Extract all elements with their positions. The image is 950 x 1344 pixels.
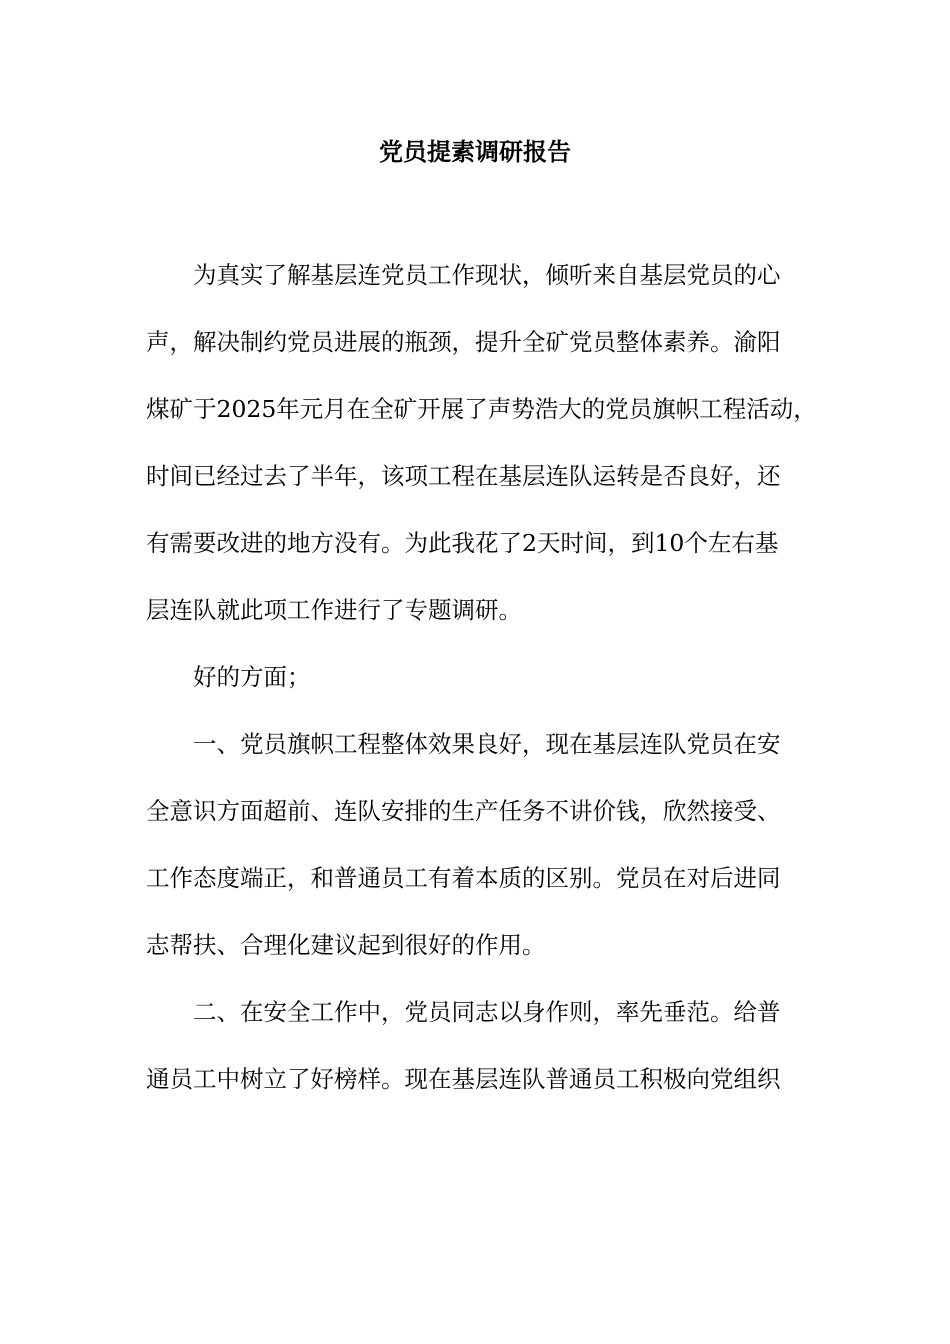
paragraph-line: 时间已经过去了半年，该项工程在基层连队运转是否良好，还 — [146, 462, 781, 490]
paragraph-line: 志帮扶、合理化建议起到很好的作用。 — [146, 931, 546, 959]
paragraph-line: 工作态度端正，和普通员工有着本质的区别。党员在对后进同 — [146, 864, 781, 892]
document-title: 党员提素调研报告 — [379, 137, 571, 166]
paragraph-line: 有需要改进的地方没有。为此我花了2天时间，到10个左右基 — [146, 529, 779, 557]
paragraph-line: 全意识方面超前、连队安排的生产任务不讲价钱，欣然接受、 — [146, 797, 781, 825]
section-heading: 好的方面； — [146, 663, 311, 691]
paragraph-line: 二、在安全工作中，党员同志以身作则，率先垂范。给普 — [146, 998, 781, 1026]
paragraph-line: 声，解决制约党员进展的瓶颈，提升全矿党员整体素养。渝阳 — [146, 328, 781, 356]
paragraph-line: 一、党员旗帜工程整体效果良好，现在基层连队党员在安 — [146, 730, 781, 758]
paragraph-line: 通员工中树立了好榜样。现在基层连队普通员工积极向党组织 — [146, 1065, 781, 1093]
paragraph-line: 为真实了解基层连党员工作现状，倾听来自基层党员的心 — [146, 261, 781, 289]
paragraph-line: 煤矿于2025年元月在全矿开展了声势浩大的党员旗帜工程活动， — [146, 395, 817, 423]
paragraph-line: 层连队就此项工作进行了专题调研。 — [146, 596, 522, 624]
